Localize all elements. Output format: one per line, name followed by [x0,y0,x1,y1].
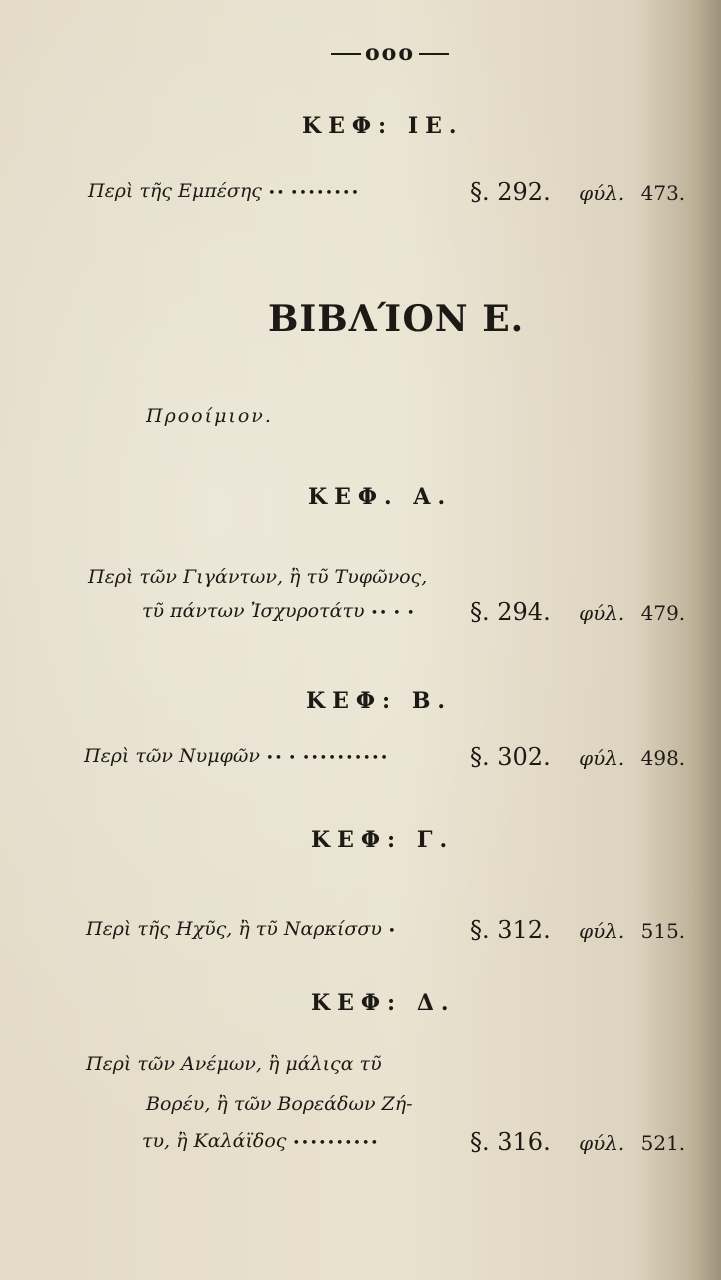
entry-text: Περὶ τῆς Εμπέσης [88,180,262,202]
page-label: φύλ. [579,181,625,205]
chapter-a-entry-line1: Περὶ τῶν Γιγάντων, ἢ τῦ Τυφῶνος, [88,566,428,588]
chapter-g-heading: ΚΕΦ: Γ. [311,827,455,853]
section-number: §. 294. [470,598,551,626]
chapter-15-heading: ΚΕΦ: ΙΕ. [302,113,464,139]
page-label: φύλ. [579,601,625,625]
chapter-d-entry-line1: Περὶ τῶν Ανέμων, ἢ μάλιςα τῦ [86,1053,382,1075]
entry-text: Περὶ τῆς Ηχῦς, ἢ τῦ Ναρκίσσυ [86,918,382,940]
page-number: 479. [640,601,686,625]
page-label: φύλ. [579,1131,625,1155]
chapter-a-ref [470,598,685,626]
section-number: §. 292. [470,178,551,206]
chapter-a-entry-line2 [142,600,416,622]
header-dash-left [331,53,361,55]
chapter-d-entry-line3 [142,1130,379,1152]
chapter-15-ref [470,178,685,206]
proem-entry: Προοίμιον. [146,405,273,427]
leader-dots: •••••••••• [292,1136,380,1151]
chapter-15-entry [88,180,360,202]
page-number: 521. [640,1131,686,1155]
page-number: 515. [640,919,686,943]
chapter-d-entry-line2: Βορέυ, ἢ τῶν Βορεάδων Ζή- [146,1093,413,1115]
chapter-d-ref [470,1128,685,1156]
entry-text: τυ, ἢ Καλάϊδος [142,1130,287,1152]
leader-dots: •• • •••••••••• [265,751,389,766]
page-header [300,40,480,66]
entry-text: τῦ πάντων Ἰσχυροτάτυ [142,600,365,622]
chapter-b-heading: ΚΕΦ: Β. [306,688,453,714]
page-label: φύλ. [579,919,625,943]
page-number: 498. [640,746,686,770]
book-title: BΙΒΛΊΟΝ Ε. [268,298,525,340]
page-marker: ooo [364,40,416,66]
chapter-g-entry [86,918,397,940]
leader-dots: • [387,924,397,939]
entry-text: Περὶ τῶν Νυμφῶν [84,745,260,767]
chapter-b-entry [84,745,389,767]
chapter-b-ref [470,743,685,771]
chapter-g-ref [470,916,685,944]
section-number: §. 302. [470,743,551,771]
page-label: φύλ. [579,746,625,770]
leader-dots: •• • • [370,606,416,621]
chapter-a-heading: ΚΕΦ. Α. [308,484,453,510]
chapter-d-heading: ΚΕΦ: Δ. [311,990,456,1016]
header-dash-right [419,53,449,55]
page-number: 473. [640,181,686,205]
section-number: §. 316. [470,1128,551,1156]
leader-dots: •• •••••••• [267,186,360,201]
section-number: §. 312. [470,916,551,944]
